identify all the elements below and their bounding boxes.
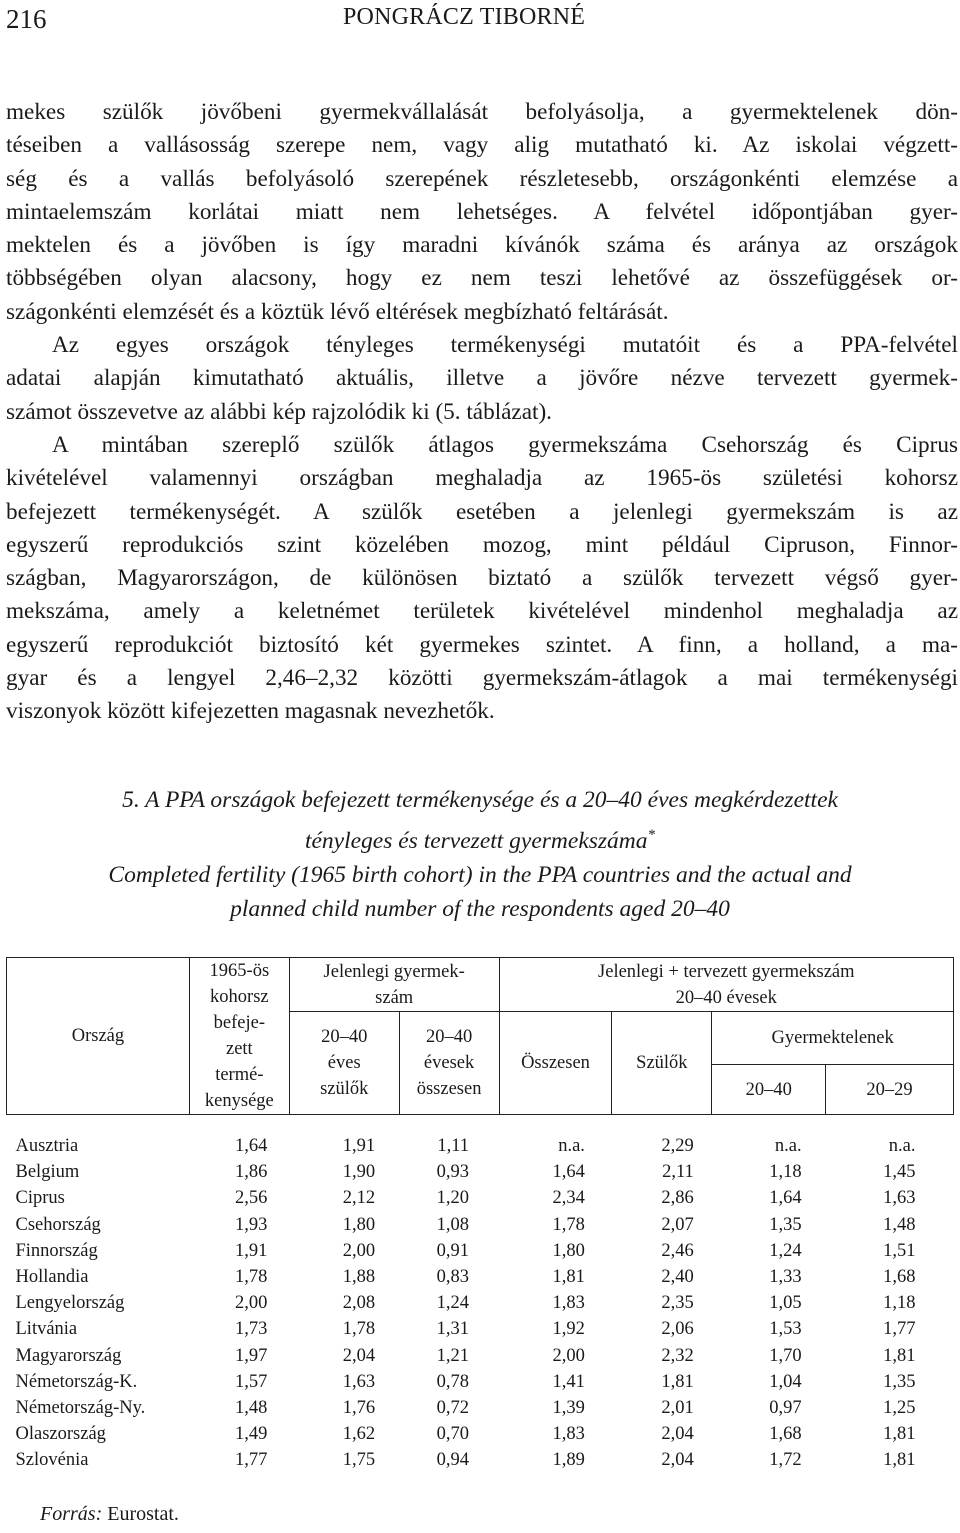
value-cell: 2,00 bbox=[552, 1345, 585, 1366]
value-cell: 1,72 bbox=[769, 1450, 802, 1471]
value-cell: 2,04 bbox=[661, 1424, 694, 1445]
value-cell: 1,92 bbox=[552, 1319, 585, 1340]
value-cell: 1,24 bbox=[436, 1293, 470, 1314]
value-cell: 1,81 bbox=[883, 1345, 916, 1366]
value-cell: n.a. bbox=[558, 1136, 585, 1156]
country-cell: Litvánia bbox=[15, 1319, 78, 1340]
value-cell: 1,75 bbox=[342, 1450, 376, 1471]
body-line: mekes szülők jövőbeni gyermekvállalását befolyásolja, a gyermektelenek dön- bbox=[6, 99, 958, 125]
caption-en-line1: Completed fertility (1965 birth cohort) in the PPA countries and the actual and bbox=[108, 861, 852, 888]
header-childless: Gyermektelenek bbox=[712, 1012, 954, 1065]
value-cell: 1,86 bbox=[234, 1162, 268, 1183]
value-cell: 1,70 bbox=[769, 1345, 802, 1366]
value-cell: 2,29 bbox=[661, 1136, 694, 1156]
page-number: 216 bbox=[6, 4, 47, 34]
country-cell: Hollandia bbox=[15, 1267, 89, 1288]
table-row bbox=[7, 1316, 954, 1342]
value-cell: 1,81 bbox=[883, 1450, 916, 1471]
table-row bbox=[7, 1264, 954, 1290]
value-cell: 1,88 bbox=[342, 1267, 376, 1288]
header-total: Összesen bbox=[499, 1012, 612, 1115]
country-cell: Ciprus bbox=[15, 1188, 65, 1209]
body-line: gyar és a lengyel 2,46–2,32 közötti gyermekszám-átlagok a mai termékenységi bbox=[6, 665, 958, 692]
source-note bbox=[40, 1503, 179, 1526]
country-cell: Olaszország bbox=[15, 1424, 106, 1445]
value-cell: 1,64 bbox=[769, 1188, 802, 1209]
value-cell: 2,40 bbox=[661, 1267, 694, 1288]
header-current-children: Jelenlegi gyermek- szám bbox=[289, 958, 499, 1012]
value-cell: 2,01 bbox=[661, 1398, 694, 1419]
value-cell: 1,39 bbox=[552, 1398, 585, 1419]
body-line: kivételével valamennyi országban meghaladja az 1965-ös születési kohorsz bbox=[6, 465, 958, 492]
header-cohort-fertility: 1965-ös kohorsz befeje- zett termé- kenysége bbox=[189, 958, 289, 1115]
value-cell: 1,35 bbox=[769, 1214, 802, 1235]
value-cell: 1,45 bbox=[883, 1162, 916, 1183]
value-cell: 1,24 bbox=[769, 1240, 802, 1261]
header-country: Ország bbox=[7, 958, 190, 1115]
value-cell: 1,83 bbox=[552, 1424, 585, 1445]
header-childless-2040: 20–40 bbox=[712, 1065, 826, 1115]
value-cell: 1,11 bbox=[437, 1136, 470, 1156]
source-text: Eurostat. bbox=[107, 1503, 179, 1525]
value-cell: 2,56 bbox=[234, 1188, 268, 1209]
value-cell: 2,07 bbox=[661, 1214, 694, 1235]
body-line: egyszerű reprodukciós szint közelében mozog, mint például Cipruson, Finnor- bbox=[6, 531, 958, 558]
value-cell: 2,35 bbox=[661, 1293, 694, 1314]
country-cell: Belgium bbox=[15, 1162, 80, 1183]
table-row bbox=[7, 1290, 954, 1316]
table-row bbox=[7, 1395, 954, 1421]
value-cell: 2,04 bbox=[342, 1345, 376, 1366]
table-body bbox=[7, 1133, 954, 1474]
value-cell: 1,80 bbox=[342, 1214, 376, 1235]
value-cell: 1,81 bbox=[661, 1371, 694, 1392]
value-cell: 1,48 bbox=[234, 1398, 268, 1419]
country-cell: Finnország bbox=[15, 1240, 98, 1261]
value-cell: 1,08 bbox=[436, 1214, 470, 1235]
footnote-marker: * bbox=[647, 826, 656, 843]
value-cell: 2,00 bbox=[342, 1240, 376, 1261]
value-cell: 1,76 bbox=[342, 1398, 376, 1419]
value-cell: 1,63 bbox=[342, 1371, 376, 1392]
caption-hu-line2 bbox=[0, 818, 960, 858]
body-line: szágban, Magyarországon, de különösen biztató a szülők tervezett végső gyer- bbox=[6, 565, 958, 592]
body-line: számot összevetve az alábbi kép rajzolódik ki (5. táblázat). bbox=[6, 398, 552, 425]
value-cell: 1,31 bbox=[436, 1319, 470, 1340]
value-cell: n.a. bbox=[774, 1136, 802, 1156]
header-parents: Szülők bbox=[612, 1012, 712, 1115]
country-cell: Németország-K. bbox=[15, 1371, 138, 1392]
value-cell: 1,77 bbox=[883, 1319, 916, 1340]
running-head: PONGRÁCZ TIBORNÉ bbox=[343, 4, 586, 30]
header-parents-2040: 20–40 éves szülők bbox=[289, 1012, 399, 1115]
caption-hu-line2-text: tényleges és tervezett gyermekszáma bbox=[304, 827, 648, 854]
fertility-table bbox=[6, 957, 954, 1474]
body-line: mektelen és a jövőben is így maradni kívánók száma és aránya az országok bbox=[6, 232, 958, 259]
country-cell: Ausztria bbox=[15, 1136, 79, 1156]
country-cell: Magyarország bbox=[15, 1345, 122, 1366]
value-cell: 1,62 bbox=[342, 1424, 376, 1445]
value-cell: 1,25 bbox=[883, 1398, 916, 1419]
value-cell: 1,90 bbox=[342, 1162, 376, 1183]
value-cell: 1,33 bbox=[769, 1267, 802, 1288]
caption-hu-line1: 5. A PPA országok befejezett termékenysége és a 20–40 éves megkérdezettek bbox=[122, 787, 838, 813]
value-cell: 0,91 bbox=[436, 1240, 470, 1261]
value-cell: 1,73 bbox=[234, 1319, 268, 1340]
body-line: ség és a vallás befolyásoló szerepének részletesebb, országonkénti elemzése a bbox=[6, 165, 958, 192]
body-text bbox=[6, 96, 958, 729]
value-cell: 0,83 bbox=[436, 1267, 470, 1288]
value-cell: 1,81 bbox=[552, 1267, 585, 1288]
table-row bbox=[7, 1212, 954, 1238]
caption-en-line2: planned child number of the respondents aged 20–40 bbox=[230, 896, 730, 923]
body-line: többségében olyan alacsony, hogy ez nem teszi lehetővé az összefüggések or- bbox=[6, 265, 958, 292]
value-cell: 1,68 bbox=[883, 1267, 916, 1288]
value-cell: 1,04 bbox=[769, 1371, 802, 1392]
body-line: mintaelemszám korlátai miatt nem lehetséges. A felvétel időpontjában gyer- bbox=[6, 198, 958, 225]
value-cell: 1,77 bbox=[234, 1450, 268, 1471]
body-line: befejezett termékenységét. A szülők esetében a jelenlegi gyermekszám is az bbox=[6, 498, 958, 525]
country-cell: Lengyelország bbox=[15, 1293, 125, 1314]
value-cell: 1,93 bbox=[234, 1214, 268, 1235]
value-cell: 1,91 bbox=[234, 1240, 268, 1261]
value-cell: 1,91 bbox=[342, 1136, 376, 1156]
body-line: A mintában szereplő szülők átlagos gyermekszáma Csehország és Ciprus bbox=[52, 431, 958, 458]
value-cell: 1,41 bbox=[552, 1371, 585, 1392]
header-childless-2029: 20–29 bbox=[826, 1065, 954, 1115]
value-cell: 0,93 bbox=[436, 1162, 470, 1183]
value-cell: 1,83 bbox=[552, 1293, 585, 1314]
value-cell: 2,04 bbox=[661, 1450, 694, 1471]
table-caption bbox=[0, 783, 960, 927]
country-cell: Csehország bbox=[15, 1214, 101, 1235]
value-cell: 1,68 bbox=[769, 1424, 802, 1445]
value-cell: 0,97 bbox=[769, 1398, 802, 1419]
table-row bbox=[7, 1133, 954, 1159]
body-line: mekszáma, amely a keletnémet területek kivételével mindenhol meghaladja az bbox=[6, 598, 958, 625]
value-cell: 2,08 bbox=[342, 1293, 376, 1314]
header-planned-children: Jelenlegi + tervezett gyermekszám 20–40 évesek bbox=[499, 958, 953, 1012]
value-cell: n.a. bbox=[888, 1136, 916, 1156]
table-row bbox=[7, 1421, 954, 1447]
value-cell: 2,86 bbox=[661, 1188, 694, 1209]
value-cell: 1,21 bbox=[436, 1345, 470, 1366]
value-cell: 1,63 bbox=[883, 1188, 916, 1209]
country-cell: Németország-Ny. bbox=[15, 1398, 146, 1419]
value-cell: 1,51 bbox=[883, 1240, 916, 1261]
table-row bbox=[7, 1159, 954, 1185]
value-cell: 1,81 bbox=[883, 1424, 916, 1445]
country-cell: Szlovénia bbox=[15, 1450, 89, 1471]
value-cell: 1,78 bbox=[552, 1214, 585, 1235]
value-cell: 0,78 bbox=[436, 1371, 470, 1392]
body-line: egyszerű reprodukciót biztosító két gyermekes szintet. A finn, a holland, a ma- bbox=[6, 631, 958, 658]
table-row bbox=[7, 1238, 954, 1264]
value-cell: 1,18 bbox=[883, 1293, 916, 1314]
body-line: Az egyes országok tényleges termékenységi mutatóit és a PPA-felvétel bbox=[52, 332, 958, 359]
body-line: viszonyok között kifejezetten magasnak nevezhetők. bbox=[6, 698, 495, 725]
value-cell: 1,53 bbox=[769, 1319, 802, 1340]
body-line: adatai alapján kimutatható aktuális, illetve a jövőre nézve tervezett gyermek- bbox=[6, 365, 958, 392]
source-label: Forrás: bbox=[40, 1503, 103, 1525]
value-cell: 2,11 bbox=[662, 1162, 694, 1183]
value-cell: 1,48 bbox=[883, 1214, 916, 1235]
page-header bbox=[0, 0, 960, 40]
table-row bbox=[7, 1185, 954, 1211]
table-row bbox=[7, 1447, 954, 1473]
value-cell: 1,97 bbox=[234, 1345, 268, 1366]
table-row bbox=[7, 1369, 954, 1395]
value-cell: 0,94 bbox=[436, 1450, 470, 1471]
value-cell: 1,80 bbox=[552, 1240, 585, 1261]
value-cell: 1,18 bbox=[769, 1162, 802, 1183]
value-cell: 1,64 bbox=[234, 1136, 268, 1156]
body-line: téseiben a vallásosság szerepe nem, vagy alig mutatható ki. Az iskolai végzett- bbox=[6, 132, 958, 159]
header-all-2040: 20–40 évesek összesen bbox=[399, 1012, 499, 1115]
value-cell: 1,78 bbox=[234, 1267, 268, 1288]
value-cell: 1,57 bbox=[234, 1371, 268, 1392]
value-cell: 1,35 bbox=[883, 1371, 916, 1392]
value-cell: 0,72 bbox=[436, 1398, 470, 1419]
table-row bbox=[7, 1343, 954, 1369]
value-cell: 1,05 bbox=[769, 1293, 802, 1314]
value-cell: 1,20 bbox=[436, 1188, 470, 1209]
body-line: szágonkénti elemzését és a köztük lévő eltérések megbízható feltárását. bbox=[6, 298, 669, 325]
value-cell: 2,46 bbox=[661, 1240, 694, 1261]
value-cell: 2,32 bbox=[661, 1345, 694, 1366]
value-cell: 2,00 bbox=[234, 1293, 268, 1314]
value-cell: 2,34 bbox=[552, 1188, 585, 1209]
value-cell: 2,06 bbox=[661, 1319, 694, 1340]
value-cell: 2,12 bbox=[342, 1188, 376, 1209]
value-cell: 1,89 bbox=[552, 1450, 585, 1471]
value-cell: 1,78 bbox=[342, 1319, 376, 1340]
value-cell: 0,70 bbox=[436, 1424, 470, 1445]
value-cell: 1,49 bbox=[234, 1424, 268, 1445]
value-cell: 1,64 bbox=[552, 1162, 585, 1183]
